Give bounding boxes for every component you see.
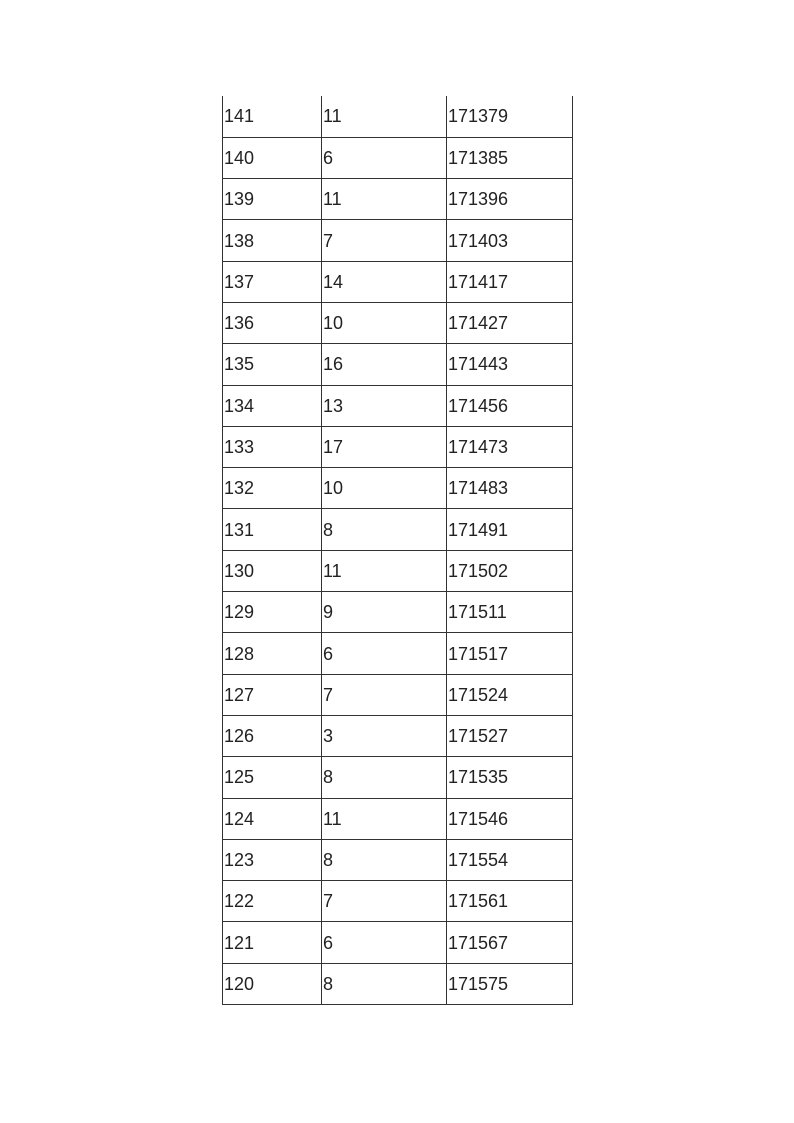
table-cell: 124 [223,798,322,839]
table-cell: 137 [223,261,322,302]
table-row [223,179,573,220]
table-cell: 133 [223,426,322,467]
table-row [223,509,573,550]
table-cell: 8 [322,757,447,798]
table-cell: 171517 [447,633,573,674]
table-cell: 135 [223,344,322,385]
table-cell: 8 [322,839,447,880]
table-row [223,96,573,137]
table-cell: 128 [223,633,322,674]
table-cell: 130 [223,550,322,591]
table-row [223,261,573,302]
table-cell: 171379 [447,96,573,137]
table-cell: 136 [223,302,322,343]
table-cell: 9 [322,592,447,633]
table-row [223,922,573,963]
table-cell: 171427 [447,302,573,343]
table-row [223,633,573,674]
table-cell: 171403 [447,220,573,261]
data-table-container [222,96,572,1005]
table-cell: 7 [322,220,447,261]
table-cell: 125 [223,757,322,798]
table-cell: 123 [223,839,322,880]
table-cell: 171575 [447,963,573,1004]
table-cell: 11 [322,550,447,591]
table-cell: 11 [322,96,447,137]
table-row [223,963,573,1004]
table-cell: 127 [223,674,322,715]
table-cell: 120 [223,963,322,1004]
table-cell: 10 [322,302,447,343]
table-cell: 7 [322,881,447,922]
table-cell: 171483 [447,468,573,509]
table-row [223,550,573,591]
table-cell: 171443 [447,344,573,385]
table-cell: 13 [322,385,447,426]
table-row [223,385,573,426]
table-cell: 126 [223,715,322,756]
table-cell: 141 [223,96,322,137]
table-cell: 140 [223,137,322,178]
table-row [223,592,573,633]
table-cell: 171524 [447,674,573,715]
table-row [223,137,573,178]
table-cell: 17 [322,426,447,467]
table-cell: 132 [223,468,322,509]
table-cell: 171561 [447,881,573,922]
table-cell: 171396 [447,179,573,220]
table-cell: 3 [322,715,447,756]
table-cell: 134 [223,385,322,426]
table-cell: 171456 [447,385,573,426]
table-cell: 11 [322,798,447,839]
table-cell: 171417 [447,261,573,302]
table-cell: 14 [322,261,447,302]
table-row [223,468,573,509]
table-cell: 129 [223,592,322,633]
table-row [223,302,573,343]
table-row [223,839,573,880]
table-cell: 10 [322,468,447,509]
table-cell: 139 [223,179,322,220]
table-cell: 171385 [447,137,573,178]
table-cell: 171473 [447,426,573,467]
table-cell: 171527 [447,715,573,756]
table-cell: 171511 [447,592,573,633]
table-cell: 6 [322,137,447,178]
table-row [223,757,573,798]
table-cell: 121 [223,922,322,963]
table-cell: 171567 [447,922,573,963]
table-cell: 171491 [447,509,573,550]
table-cell: 7 [322,674,447,715]
table-cell: 16 [322,344,447,385]
table-cell: 171546 [447,798,573,839]
table-row [223,674,573,715]
table-row [223,220,573,261]
table-cell: 8 [322,963,447,1004]
table-cell: 11 [322,179,447,220]
table-cell: 8 [322,509,447,550]
table-row [223,426,573,467]
table-cell: 171502 [447,550,573,591]
table-row [223,798,573,839]
table-row [223,715,573,756]
table-cell: 6 [322,633,447,674]
table-cell: 6 [322,922,447,963]
table-row [223,344,573,385]
table-cell: 131 [223,509,322,550]
data-table [222,96,573,1005]
table-cell: 171535 [447,757,573,798]
table-cell: 171554 [447,839,573,880]
table-body [223,96,573,1005]
table-row [223,881,573,922]
table-cell: 122 [223,881,322,922]
table-cell: 138 [223,220,322,261]
